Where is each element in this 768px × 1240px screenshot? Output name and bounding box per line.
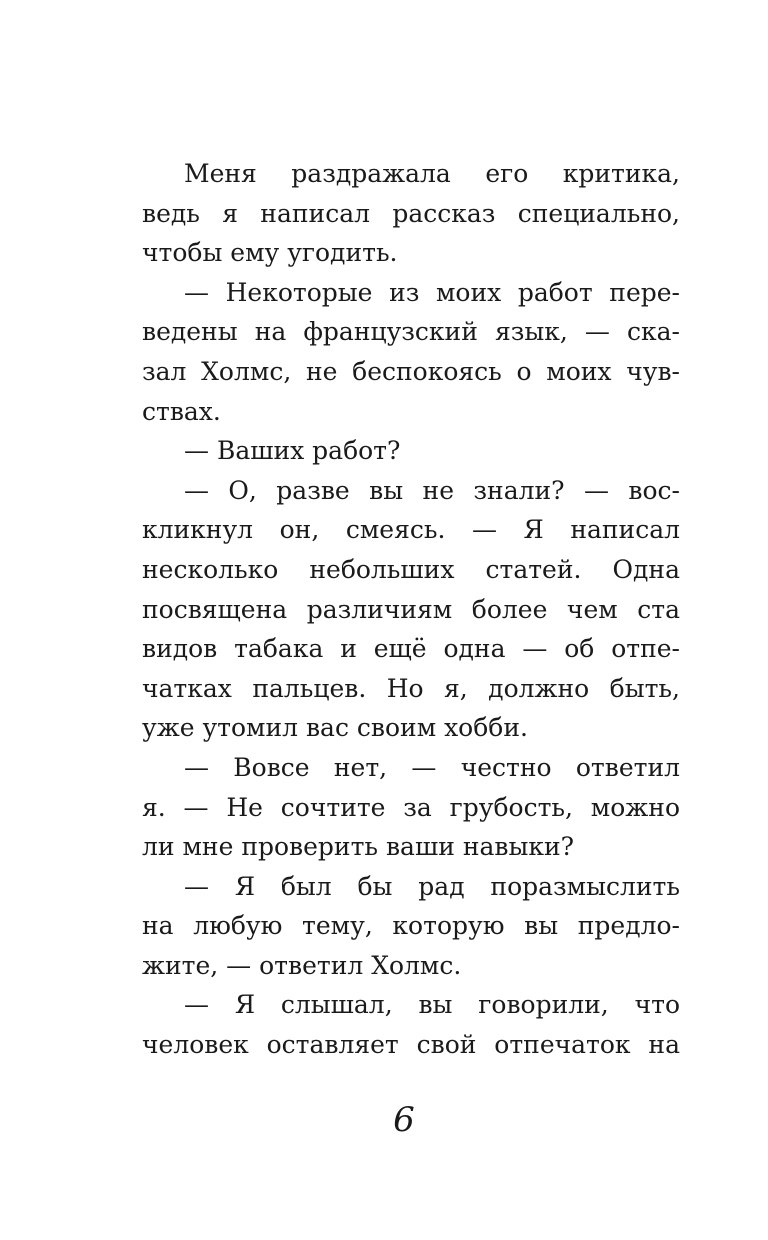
text-line: видов табака и ещё одна — об отпе- bbox=[142, 634, 680, 664]
text-line: — Я слышал, вы говорили, что bbox=[184, 990, 680, 1020]
text-line: несколько небольших статей. Одна bbox=[142, 554, 680, 584]
text-line: Меня раздражала его критика, bbox=[184, 159, 680, 188]
text-line: кликнул он, смеясь. — Я написал bbox=[142, 515, 680, 545]
paragraph bbox=[142, 471, 680, 748]
paragraph bbox=[142, 273, 680, 431]
text-line: — Некоторые из моих работ пере- bbox=[184, 277, 680, 307]
text-line: на любую тему, которую вы предло- bbox=[142, 911, 680, 941]
text-line: ведь я написал рассказ специально, bbox=[142, 198, 680, 228]
text-line: ствах. bbox=[142, 396, 221, 426]
text-line: — Ваших работ? bbox=[184, 436, 401, 466]
text-line: — О, разве вы не знали? — вос- bbox=[184, 475, 680, 505]
paragraph bbox=[142, 748, 680, 867]
page-number: 6 bbox=[393, 1100, 415, 1140]
text-line: я. — Не сочтите за грубость, можно bbox=[142, 792, 680, 822]
text-line: чатках пальцев. Но я, должно быть, bbox=[142, 673, 680, 703]
text-line: — Вовсе нет, — честно ответил bbox=[184, 752, 680, 782]
text-line: жите, — ответил Холмс. bbox=[142, 950, 462, 980]
body-text bbox=[142, 154, 680, 1065]
text-line: уже утомил вас своим хобби. bbox=[142, 713, 528, 743]
text-line: ведены на французский язык, — ска- bbox=[142, 317, 680, 347]
paragraph bbox=[142, 985, 680, 1064]
text-line: чтобы ему угодить. bbox=[142, 238, 398, 268]
text-line: человек оставляет свой отпечаток на bbox=[142, 1030, 680, 1060]
paragraph bbox=[142, 154, 680, 273]
paragraph bbox=[142, 867, 680, 986]
paragraph bbox=[142, 431, 680, 471]
text-line: зал Холмс, не беспокоясь о моих чув- bbox=[142, 356, 680, 386]
text-line: посвящена различиям более чем ста bbox=[142, 594, 680, 624]
text-line: ли мне проверить ваши навыки? bbox=[142, 832, 575, 862]
text-line: — Я был бы рад поразмыслить bbox=[184, 871, 680, 901]
